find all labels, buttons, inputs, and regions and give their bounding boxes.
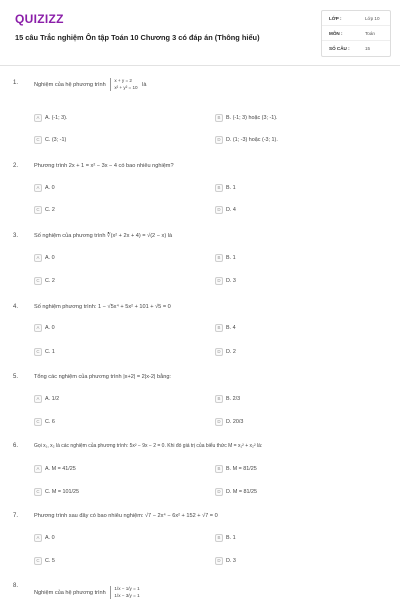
- option-a[interactable]: [34, 323, 55, 332]
- option-letter: D: [215, 488, 223, 496]
- option-d[interactable]: [215, 205, 236, 214]
- option-text: B. 1: [226, 254, 236, 261]
- option-b[interactable]: [215, 394, 240, 403]
- question-prefix: Nghiệm của hệ phương trình: [34, 589, 106, 596]
- question-prefix: Nghiệm của hệ phương trình: [34, 81, 106, 88]
- option-text: B. M = 81/25: [226, 465, 257, 472]
- quizizz-logo: QUIZIZZ: [15, 12, 64, 26]
- option-a[interactable]: [34, 394, 59, 403]
- meta-value: Lớp 10: [365, 15, 380, 21]
- option-a[interactable]: [34, 113, 67, 122]
- option-letter: D: [215, 206, 223, 214]
- option-c[interactable]: [34, 417, 55, 426]
- meta-value: Toán: [365, 30, 375, 36]
- option-text: A. 0: [45, 184, 55, 191]
- option-letter: D: [215, 136, 223, 144]
- option-text: A. (-1; 3).: [45, 114, 68, 121]
- option-c[interactable]: [34, 556, 55, 565]
- option-letter: D: [215, 418, 223, 426]
- option-letter: A: [34, 324, 42, 332]
- option-b[interactable]: [215, 253, 236, 262]
- option-c[interactable]: [34, 347, 55, 356]
- meta-row-subject: [322, 26, 390, 41]
- option-text: D. 4: [226, 206, 236, 213]
- question-text: [34, 78, 384, 91]
- option-letter: A: [34, 114, 42, 122]
- option-a[interactable]: [34, 183, 55, 192]
- question-text: Gọi x₁, x₂ là các nghiệm của phương trình: 5x² − 9x − 2 = 0. Khi đó giá trị của biểu thức M = x₁² + x₂² là:: [34, 443, 263, 449]
- option-text: C. 2: [45, 206, 55, 213]
- option-b[interactable]: [215, 464, 257, 473]
- meta-label: MÔN :: [329, 30, 343, 36]
- option-text: B. (-1; 3) hoặc (3; -1).: [226, 114, 278, 121]
- meta-label: LỚP :: [329, 15, 342, 21]
- option-text: D. 2: [226, 348, 236, 355]
- option-letter: C: [34, 348, 42, 356]
- option-text: D. 3: [226, 277, 236, 284]
- question-number: 7.: [13, 513, 19, 519]
- option-text: A. M = 41/25: [45, 465, 76, 472]
- option-d[interactable]: [215, 487, 257, 496]
- meta-label: SỐ CÂU :: [329, 46, 350, 51]
- option-letter: C: [34, 136, 42, 144]
- option-text: A. 1/2: [45, 395, 60, 402]
- option-text: D. (1; -3) hoặc (-3; 1).: [226, 136, 278, 143]
- option-text: B. 1: [226, 184, 236, 191]
- document-title: 15 câu Trắc nghiệm Ôn tập Toán 10 Chương 3 có đáp án (Thông hiểu): [15, 33, 260, 42]
- meta-row-count: [322, 41, 390, 56]
- equation-line: 1/x − 1/y = 1: [114, 586, 140, 591]
- question-text: Phương trình sau đây có bao nhiêu nghiệm: √7 − 2x⁴ − 6x² + 152 + √7 = 0: [34, 513, 218, 519]
- equation-system: [110, 78, 137, 91]
- option-letter: A: [34, 534, 42, 542]
- option-text: C. 6: [45, 418, 55, 425]
- question-number: 2.: [13, 163, 19, 169]
- option-letter: B: [215, 184, 223, 192]
- option-text: C. 5: [45, 557, 55, 564]
- question-number: 3.: [13, 233, 19, 239]
- option-text: A. 0: [45, 254, 55, 261]
- option-c[interactable]: [34, 135, 66, 144]
- option-letter: C: [34, 557, 42, 565]
- option-text: A. 0: [45, 534, 55, 541]
- option-c[interactable]: [34, 487, 79, 496]
- option-d[interactable]: [215, 135, 278, 144]
- option-letter: A: [34, 254, 42, 262]
- question-text: Số nghiệm phương trình: 1 − √5x⁴ + 5x² + 101 + √5 = 0: [34, 304, 171, 310]
- option-letter: D: [215, 277, 223, 285]
- meta-table: [321, 10, 391, 57]
- option-letter: A: [34, 184, 42, 192]
- option-text: C. 1: [45, 348, 55, 355]
- question-text: [34, 586, 384, 599]
- option-text: D. 20/3: [226, 418, 244, 425]
- option-a[interactable]: [34, 533, 55, 542]
- option-a[interactable]: [34, 253, 55, 262]
- question-number: 5.: [13, 374, 19, 380]
- question-suffix: là: [142, 81, 147, 88]
- option-d[interactable]: [215, 347, 236, 356]
- question-text: Tổng các nghiệm của phương trình |x+2| = 2|x-2| bằng:: [34, 374, 171, 380]
- option-letter: A: [34, 465, 42, 473]
- question-text: Số nghiệm của phương trình ∛(x² + 2x + 4) = √(2 − x) là: [34, 233, 173, 239]
- equation-line: x + y = 2: [114, 78, 132, 83]
- option-a[interactable]: [34, 464, 76, 473]
- option-letter: C: [34, 488, 42, 496]
- meta-row-class: [322, 11, 390, 26]
- option-text: A. 0: [45, 324, 55, 331]
- option-letter: D: [215, 348, 223, 356]
- option-c[interactable]: [34, 276, 55, 285]
- option-text: B. 4: [226, 324, 236, 331]
- document-header: [0, 0, 400, 66]
- option-letter: C: [34, 418, 42, 426]
- option-letter: C: [34, 277, 42, 285]
- option-letter: B: [215, 324, 223, 332]
- question-number: 4.: [13, 304, 19, 310]
- option-d[interactable]: [215, 276, 236, 285]
- option-letter: B: [215, 114, 223, 122]
- option-b[interactable]: [215, 533, 236, 542]
- option-letter: B: [215, 254, 223, 262]
- option-b[interactable]: [215, 183, 236, 192]
- question-number: 8.: [13, 583, 19, 589]
- question-number: 6.: [13, 443, 19, 449]
- option-d[interactable]: [215, 417, 243, 426]
- option-text: C. M = 101/25: [45, 488, 80, 495]
- option-d[interactable]: [215, 556, 236, 565]
- equation-line: x² + y² = 10: [114, 84, 138, 90]
- option-letter: B: [215, 534, 223, 542]
- option-letter: C: [34, 206, 42, 214]
- option-b[interactable]: [215, 323, 236, 332]
- meta-value: 15: [365, 46, 371, 51]
- option-letter: B: [215, 465, 223, 473]
- option-letter: B: [215, 395, 223, 403]
- option-b[interactable]: [215, 113, 278, 122]
- question-text: Phương trình 2x + 1 = x² − 3x − 4 có bao nhiêu nghiệm?: [34, 163, 174, 169]
- option-letter: D: [215, 557, 223, 565]
- equation-line: 1/x − 3/y = 1: [114, 592, 140, 598]
- option-text: B. 1: [226, 534, 236, 541]
- equation-system: [110, 586, 139, 599]
- option-letter: A: [34, 395, 42, 403]
- option-text: D. M = 81/25: [226, 488, 258, 495]
- option-c[interactable]: [34, 205, 55, 214]
- question-number: 1.: [13, 80, 19, 86]
- option-text: C. 2: [45, 277, 55, 284]
- option-text: B. 2/3: [226, 395, 241, 402]
- option-text: D. 3: [226, 557, 236, 564]
- option-text: C. (3; -1): [45, 136, 67, 143]
